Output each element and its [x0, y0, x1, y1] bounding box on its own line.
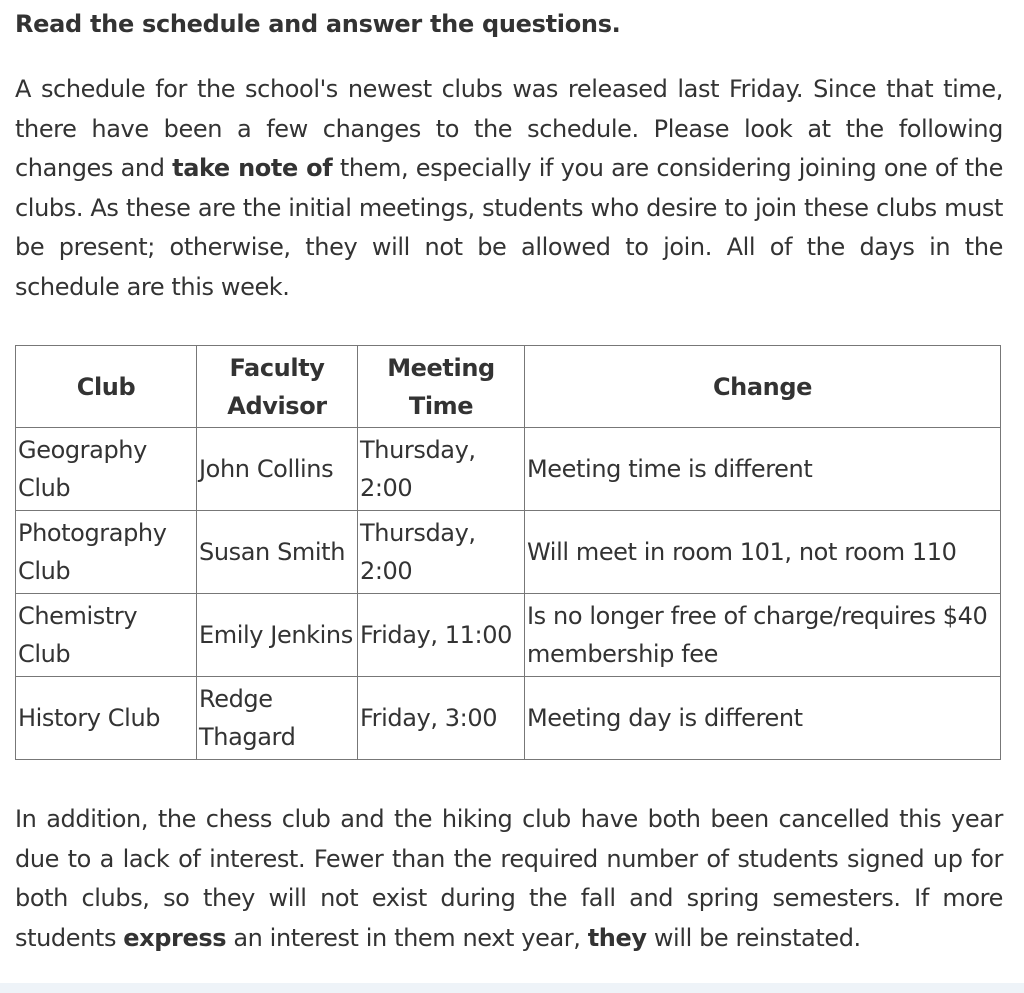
cell-club: Chemistry Club [16, 594, 197, 677]
cell-advisor: John Collins [197, 428, 358, 511]
cell-advisor: Redge Thagard [197, 677, 358, 760]
cell-time: Friday, 11:00 [358, 594, 525, 677]
cell-change: Is no longer free of charge/requires $40 membership fee [525, 594, 1001, 677]
cell-time: Thursday, 2:00 [358, 511, 525, 594]
intro-text-1: A schedule for the school's newest clubs was released last Friday. Since that time, there have been a few changes to the schedule. Please look at the following changes and [15, 75, 1003, 182]
bottom-edge-strip [0, 983, 1024, 993]
cell-time: Thursday, 2:00 [358, 428, 525, 511]
cell-advisor: Emily Jenkins [197, 594, 358, 677]
header-meeting-time: Meeting Time [358, 346, 525, 428]
table-row [16, 594, 1001, 677]
reading-passage [15, 0, 1003, 958]
cell-club: History Club [16, 677, 197, 760]
table-row [16, 511, 1001, 594]
table-header-row [16, 346, 1001, 428]
pronoun-they: they [587, 923, 647, 952]
header-faculty-advisor: Faculty Advisor [197, 346, 358, 428]
closing-text-1: In addition, the chess club and the hiking club have both been cancelled this year due to a lack of interest. Fewer than the required number of students signed up for both clubs, so they will not exist during the fall and spring semesters. If more students [15, 805, 1003, 952]
instructions-heading: Read the schedule and answer the questions. [15, 10, 621, 38]
closing-text-3: will be reinstated. [646, 923, 861, 952]
vocab-take-note-of: take note of [172, 154, 333, 182]
table-row [16, 677, 1001, 760]
cell-change: Meeting time is different [525, 428, 1001, 511]
cell-club: Photography Club [16, 511, 197, 594]
vocab-express: express [123, 923, 227, 952]
closing-paragraph [15, 800, 1003, 958]
header-club: Club [16, 346, 197, 428]
club-schedule-table [15, 345, 1001, 760]
table-row [16, 428, 1001, 511]
cell-change: Will meet in room 101, not room 110 [525, 511, 1001, 594]
intro-paragraph [15, 70, 1003, 307]
cell-time: Friday, 3:00 [358, 677, 525, 760]
cell-club: Geography Club [16, 428, 197, 511]
cell-advisor: Susan Smith [197, 511, 358, 594]
cell-change: Meeting day is different [525, 677, 1001, 760]
intro-text-2: them, especially if you are considering joining one of the clubs. As these are the initial meetings, students who desire to join these clubs must be present; otherwise, they will not be allowed to join. All of the days in the schedule are this week. [15, 154, 1003, 301]
closing-text-2: an interest in them next year, [226, 923, 588, 952]
header-change: Change [525, 346, 1001, 428]
